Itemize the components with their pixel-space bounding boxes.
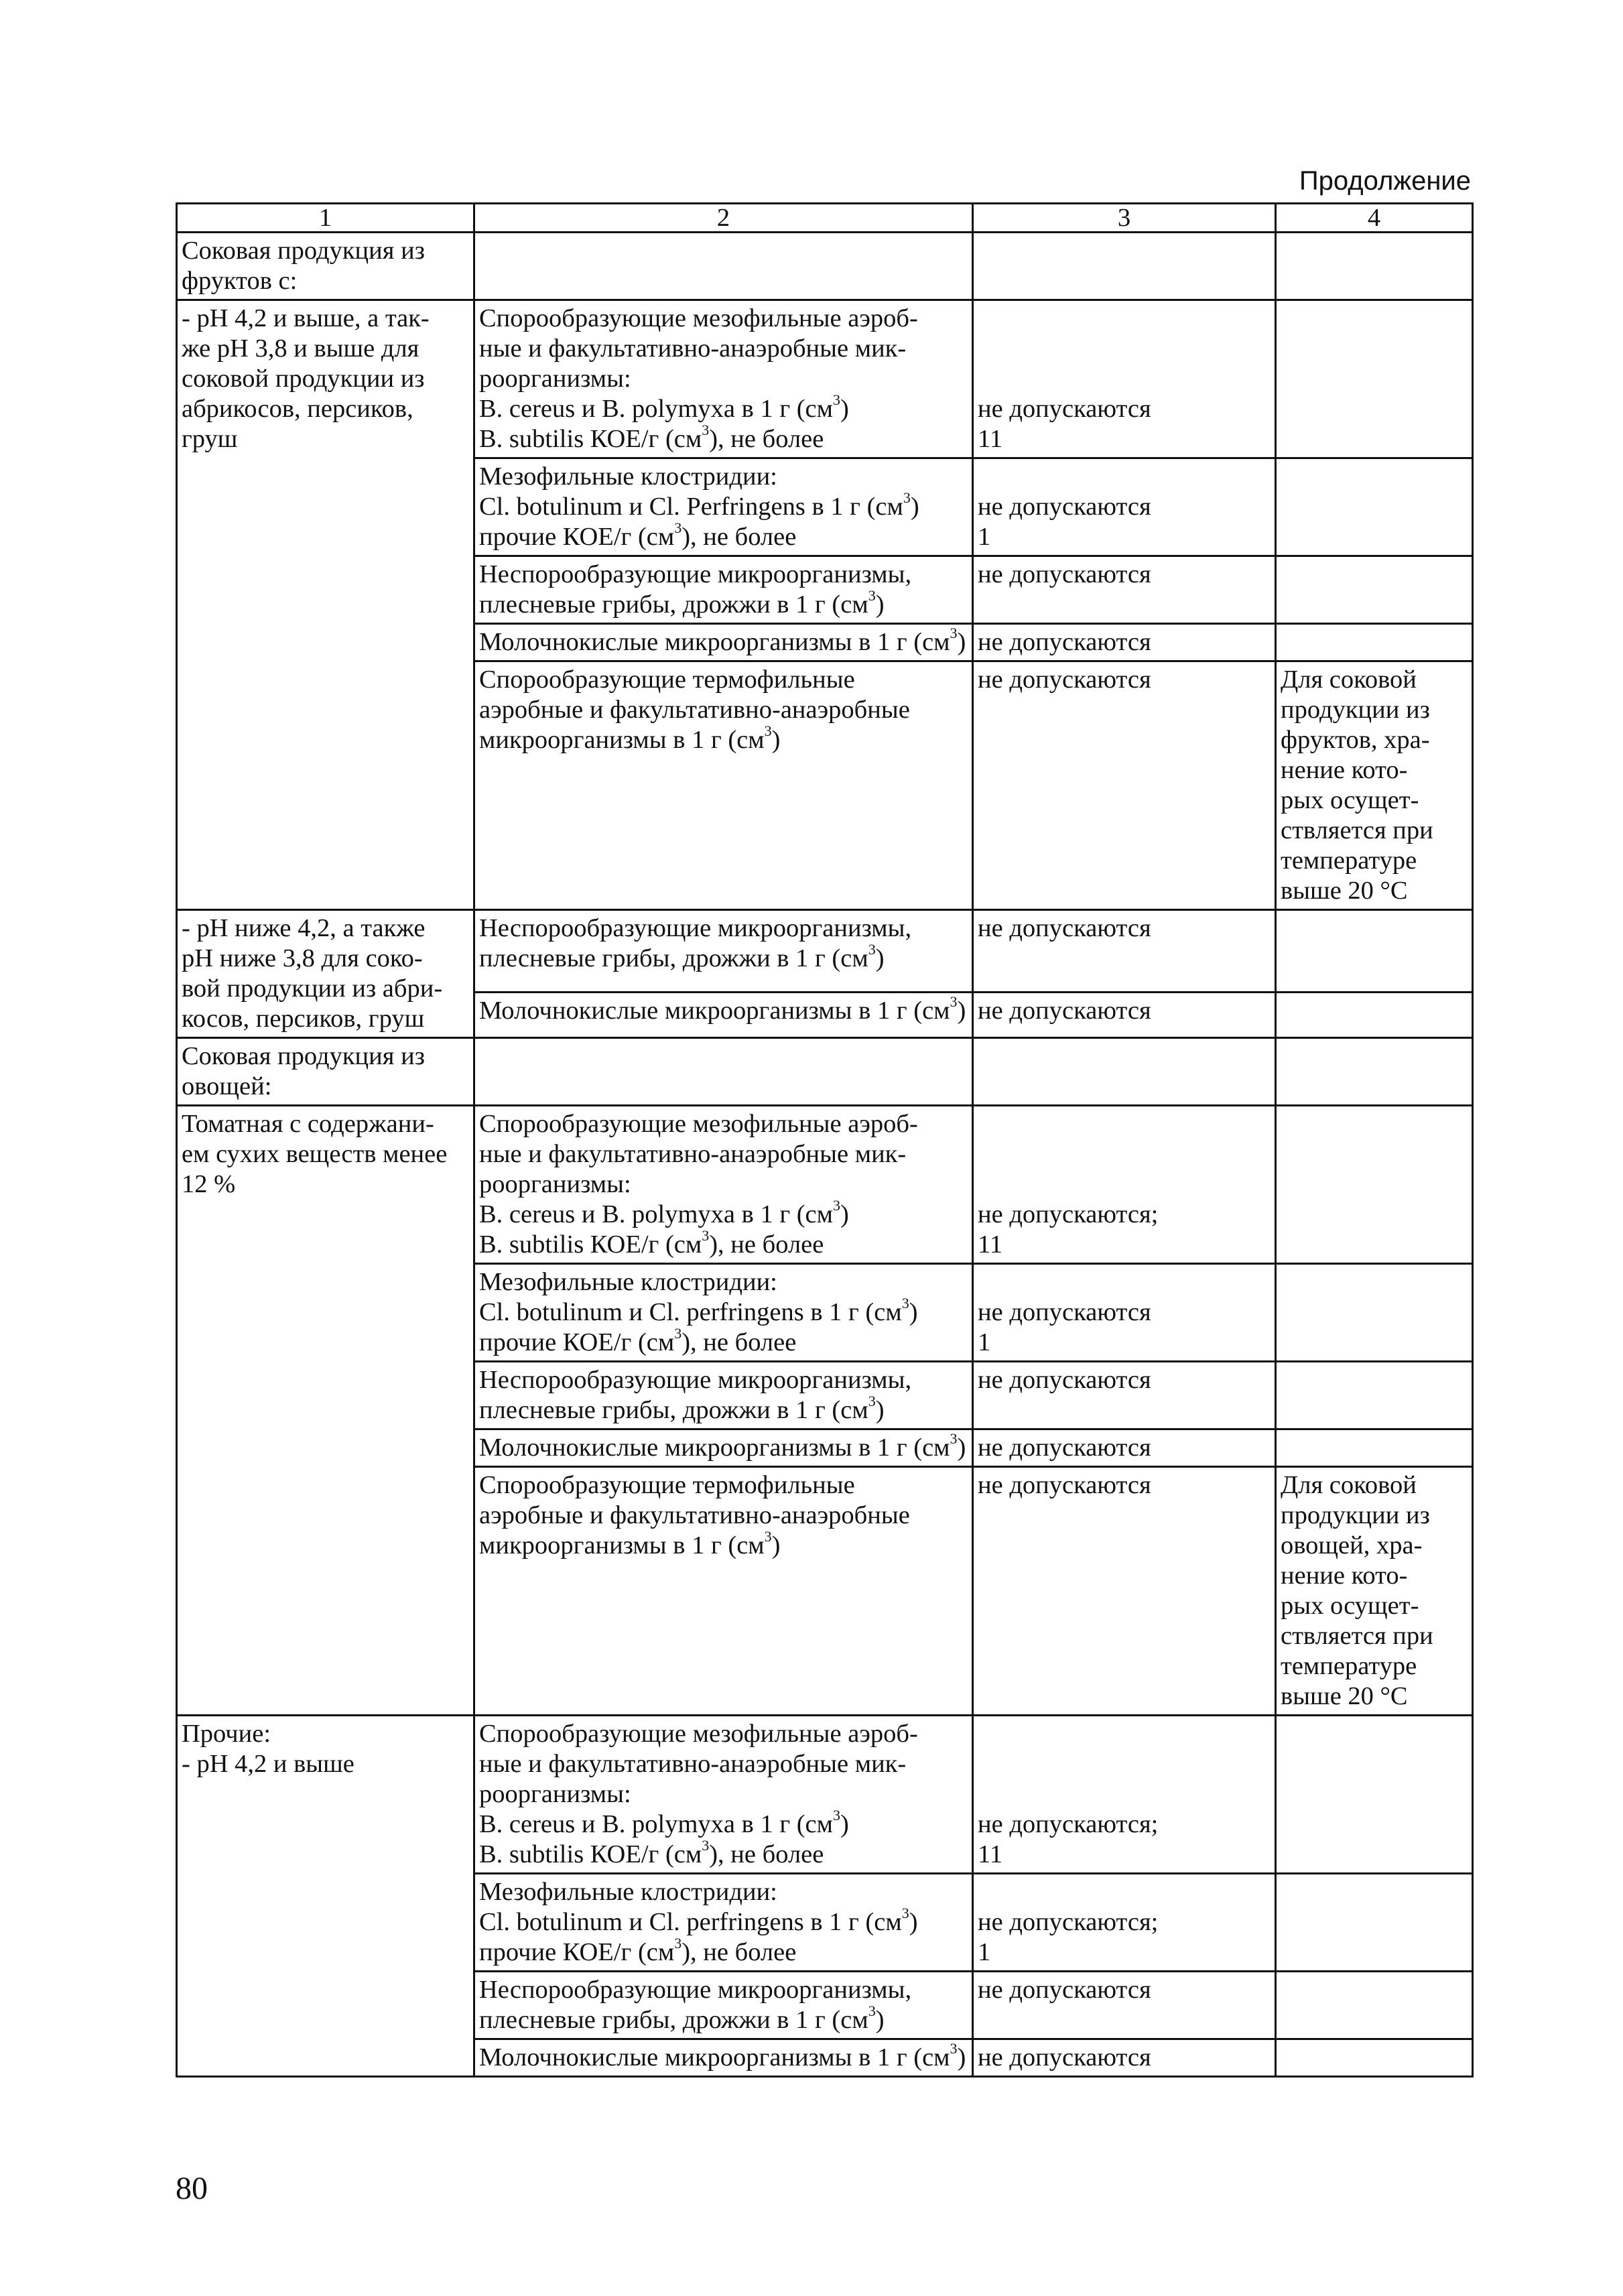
table-row	[177, 910, 1473, 993]
note-line: рых осущет-	[1281, 786, 1419, 814]
product-line: Томатная с содержани-	[182, 1110, 434, 1138]
indicator-line: роорганизмы:	[479, 1780, 631, 1808]
product-cell	[177, 910, 474, 1038]
indicator-line: Молочнокислые микроорганизмы в 1 г $(см^3)$	[479, 625, 966, 656]
indicator-cell	[474, 910, 973, 993]
product-cell	[177, 300, 474, 910]
note-line: продукции из	[1281, 696, 1430, 724]
indicator-line: B. cereus и B. polymyxa в 1 г $(см^3)$	[479, 1807, 849, 1838]
norm-cell	[973, 1106, 1276, 1264]
indicator-line: ные и факультативно-анаэробные мик-	[479, 1140, 907, 1168]
indicator-line: Неспорообразующие микроорганизмы,	[479, 914, 912, 942]
indicator-line: B. cereus и B. polymyxa в 1 г $(см^3)$	[479, 391, 849, 423]
indicator-cell	[474, 2039, 973, 2077]
norm-cell	[973, 1467, 1276, 1716]
note-line: фруктов, хра-	[1281, 726, 1430, 754]
norm-line	[978, 1169, 1271, 1200]
note-cell	[1276, 661, 1473, 910]
note-line: выше 20 °С	[1281, 1682, 1408, 1710]
norm-line: не допускаются	[978, 1471, 1151, 1499]
norm-line: не допускаются;	[978, 1200, 1159, 1228]
product-line: фруктов с:	[182, 267, 298, 295]
norm-cell	[973, 1972, 1276, 2039]
note-line: рых осущет-	[1281, 1592, 1419, 1620]
indicator-line: B. subtilis КОЕ/г $(см^3)$, не более	[479, 1227, 824, 1259]
norm-line: 1	[978, 1328, 991, 1356]
header-cell: 4	[1276, 204, 1473, 233]
norm-line: не допускаются	[978, 1433, 1151, 1462]
product-line: груш	[182, 425, 238, 453]
norm-cell	[973, 2039, 1276, 2077]
indicator-line: микроорганизмы в 1 г $(см^3)$	[479, 1528, 781, 1559]
indicator-line: Мезофильные клостридии:	[479, 1268, 777, 1296]
product-cell	[177, 1716, 474, 2077]
norm-line: не допускаются	[978, 493, 1151, 521]
indicator-cell	[474, 992, 973, 1037]
product-line: же pH 3,8 и выше для	[182, 334, 419, 363]
indicator-line: B. subtilis КОЕ/г $(см^3)$, не более	[479, 422, 824, 453]
norm-line	[978, 1267, 1271, 1297]
norm-line: не допускаются	[978, 1298, 1151, 1326]
empty-cell	[973, 1038, 1276, 1106]
indicator-line: прочие КОЕ/г $(см^3)$, не более	[479, 519, 797, 551]
indicator-line: Неспорообразующие микроорганизмы,	[479, 560, 912, 588]
product-line: овощей:	[182, 1072, 272, 1100]
note-cell	[1276, 1874, 1473, 1972]
indicator-line: Молочнокислые микроорганизмы в 1 г $(см^3)$	[479, 1430, 966, 1462]
empty-cell	[1276, 1038, 1473, 1106]
norm-line: не допускаются	[978, 2043, 1151, 2071]
indicator-line: Спорообразующие мезофильные аэроб-	[479, 304, 918, 332]
product-line: Прочие:	[182, 1720, 271, 1748]
indicator-cell	[474, 1972, 973, 2039]
product-cell	[177, 233, 474, 300]
header-cell: 1	[177, 204, 474, 233]
indicator-line: B. cereus и B. polymyxa в 1 г $(см^3)$	[479, 1197, 849, 1228]
table-row	[177, 1106, 1473, 1264]
product-line: вой продукции из абри-	[182, 974, 443, 1003]
indicator-line: ные и факультативно-анаэробные мик-	[479, 334, 907, 363]
note-cell	[1276, 1429, 1473, 1467]
norm-line	[978, 364, 1271, 394]
indicator-line: плесневые грибы, дрожжи в 1 г $(см^3)$	[479, 1393, 885, 1424]
note-line: овощей, хра-	[1281, 1531, 1423, 1559]
product-line: - pH 4,2 и выше	[182, 1750, 354, 1778]
norm-line	[978, 1749, 1271, 1779]
note-line: ствляется при	[1281, 1622, 1433, 1650]
product-line: Соковая продукция из	[182, 1042, 425, 1070]
norm-line: не допускаются;	[978, 1810, 1159, 1838]
note-cell	[1276, 1716, 1473, 1874]
note-cell	[1276, 1972, 1473, 2039]
product-cell	[177, 1106, 474, 1716]
norm-line: 11	[978, 1230, 1003, 1259]
empty-cell	[474, 1038, 973, 1106]
requirements-table	[176, 202, 1474, 2078]
indicator-line: Спорообразующие термофильные	[479, 665, 855, 694]
indicator-line: прочие КОЕ/г $(см^3)$, не более	[479, 1325, 797, 1356]
note-cell	[1276, 1467, 1473, 1716]
note-cell	[1276, 992, 1473, 1037]
indicator-line: Молочнокислые микроорганизмы в 1 г $(см^3)$	[479, 2040, 966, 2071]
note-cell	[1276, 1362, 1473, 1429]
indicator-line: аэробные и факультативно-анаэробные	[479, 696, 910, 724]
note-line: выше 20 °С	[1281, 877, 1408, 905]
norm-line: 1	[978, 1938, 991, 1966]
table-row	[177, 300, 1473, 458]
product-line: pH ниже 3,8 для соко-	[182, 944, 423, 972]
indicator-cell	[474, 1264, 973, 1362]
norm-cell	[973, 1874, 1276, 1972]
indicator-line: аэробные и факультативно-анаэробные	[479, 1501, 910, 1529]
indicator-cell	[474, 1467, 973, 1716]
norm-line: не допускаются	[978, 560, 1151, 588]
norm-cell	[973, 458, 1276, 556]
norm-line: 11	[978, 1840, 1003, 1868]
note-cell	[1276, 458, 1473, 556]
norm-cell	[973, 1429, 1276, 1467]
norm-cell	[973, 300, 1276, 458]
indicator-line: плесневые грибы, дрожжи в 1 г $(см^3)$	[479, 2002, 885, 2034]
note-line: температуре	[1281, 1652, 1417, 1680]
note-cell	[1276, 910, 1473, 993]
empty-cell	[1276, 233, 1473, 300]
note-line: Для соковой	[1281, 665, 1417, 694]
indicator-line: роорганизмы:	[479, 1170, 631, 1198]
indicator-cell	[474, 1106, 973, 1264]
indicator-line: плесневые грибы, дрожжи в 1 г $(см^3)$	[479, 941, 885, 972]
indicator-cell	[474, 624, 973, 661]
indicator-cell	[474, 1429, 973, 1467]
section-row	[177, 1038, 1473, 1106]
indicator-line: Спорообразующие термофильные	[479, 1471, 855, 1499]
empty-cell	[973, 233, 1276, 300]
norm-line	[978, 1877, 1271, 1907]
norm-line	[978, 462, 1271, 492]
note-line: продукции из	[1281, 1501, 1430, 1529]
indicator-line: B. subtilis КОЕ/г $(см^3)$, не более	[479, 1837, 824, 1868]
table-body	[177, 204, 1473, 2077]
norm-line: не допускаются	[978, 395, 1151, 423]
product-line: Соковая продукция из	[182, 237, 425, 265]
header-cell: 2	[474, 204, 973, 233]
note-line: нение кото-	[1281, 1561, 1408, 1590]
norm-cell	[973, 661, 1276, 910]
norm-line	[978, 334, 1271, 364]
indicator-line: Спорообразующие мезофильные аэроб-	[479, 1110, 918, 1138]
norm-line: не допускаются;	[978, 1908, 1159, 1936]
indicator-line: плесневые грибы, дрожжи в 1 г $(см^3)$	[479, 587, 885, 619]
indicator-cell	[474, 1874, 973, 1972]
indicator-cell	[474, 300, 973, 458]
norm-cell	[973, 992, 1276, 1037]
note-cell	[1276, 2039, 1473, 2077]
norm-line: не допускаются	[978, 914, 1151, 942]
indicator-line: микроорганизмы в 1 г $(см^3)$	[479, 722, 781, 754]
note-cell	[1276, 1264, 1473, 1362]
indicator-line: прочие КОЕ/г $(см^3)$, не более	[479, 1935, 797, 1966]
indicator-line: Мезофильные клостридии:	[479, 462, 777, 491]
header-cell: 3	[973, 204, 1276, 233]
indicator-line: Мезофильные клостридии:	[479, 1878, 777, 1906]
indicator-line: Спорообразующие мезофильные аэроб-	[479, 1720, 918, 1748]
norm-line: не допускаются	[978, 1976, 1151, 2004]
indicator-cell	[474, 661, 973, 910]
section-row	[177, 233, 1473, 300]
product-line: соковой продукции из	[182, 365, 425, 393]
norm-line	[978, 1719, 1271, 1749]
indicator-line: Cl. botulinum и Cl. perfringens в 1 г $(см^3)$	[479, 1905, 918, 1936]
product-cell	[177, 1038, 474, 1106]
product-line: косов, персиков, груш	[182, 1005, 425, 1033]
product-line: - pH 4,2 и выше, а так-	[182, 304, 430, 332]
indicator-line: роорганизмы:	[479, 365, 631, 393]
indicator-line: Неспорообразующие микроорганизмы,	[479, 1976, 912, 2004]
table-row	[177, 1716, 1473, 1874]
indicator-line: Cl. botulinum и Cl. perfringens в 1 г $(см^3)$	[479, 1295, 918, 1326]
note-cell	[1276, 1106, 1473, 1264]
norm-line	[978, 1779, 1271, 1809]
empty-cell	[474, 233, 973, 300]
norm-cell	[973, 1264, 1276, 1362]
norm-cell	[973, 1716, 1276, 1874]
norm-line: не допускаются	[978, 1366, 1151, 1394]
norm-cell	[973, 1362, 1276, 1429]
product-line: 12 %	[182, 1170, 236, 1198]
product-line: абрикосов, персиков,	[182, 395, 413, 423]
norm-line: не допускаются	[978, 628, 1151, 656]
indicator-cell	[474, 1716, 973, 1874]
norm-line: 11	[978, 425, 1003, 453]
note-cell	[1276, 624, 1473, 661]
norm-cell	[973, 624, 1276, 661]
norm-line	[978, 1139, 1271, 1169]
norm-line: 1	[978, 523, 991, 551]
product-line: ем сухих веществ менее	[182, 1140, 448, 1168]
norm-line: не допускаются	[978, 996, 1151, 1025]
note-line: Для соковой	[1281, 1471, 1417, 1499]
norm-cell	[973, 910, 1276, 993]
note-cell	[1276, 556, 1473, 624]
norm-line	[978, 304, 1271, 334]
header-row	[177, 204, 1473, 233]
indicator-cell	[474, 556, 973, 624]
note-line: ствляется при	[1281, 816, 1433, 844]
indicator-line: Cl. botulinum и Cl. Perfringens в 1 г $(см^3)$	[479, 489, 919, 521]
norm-line: не допускаются	[978, 665, 1151, 694]
note-cell	[1276, 300, 1473, 458]
indicator-cell	[474, 458, 973, 556]
page-number: 80	[176, 2171, 208, 2206]
indicator-line: Молочнокислые микроорганизмы в 1 г $(см^3)$	[479, 993, 966, 1025]
note-line: нение кото-	[1281, 756, 1408, 784]
norm-line	[978, 1109, 1271, 1139]
indicator-cell	[474, 1362, 973, 1429]
indicator-line: Неспорообразующие микроорганизмы,	[479, 1366, 912, 1394]
note-line: температуре	[1281, 846, 1417, 875]
indicator-line: ные и факультативно-анаэробные мик-	[479, 1750, 907, 1778]
product-line: - pH ниже 4,2, а также	[182, 914, 426, 942]
continuation-label: Продолжение	[1299, 166, 1471, 196]
norm-cell	[973, 556, 1276, 624]
